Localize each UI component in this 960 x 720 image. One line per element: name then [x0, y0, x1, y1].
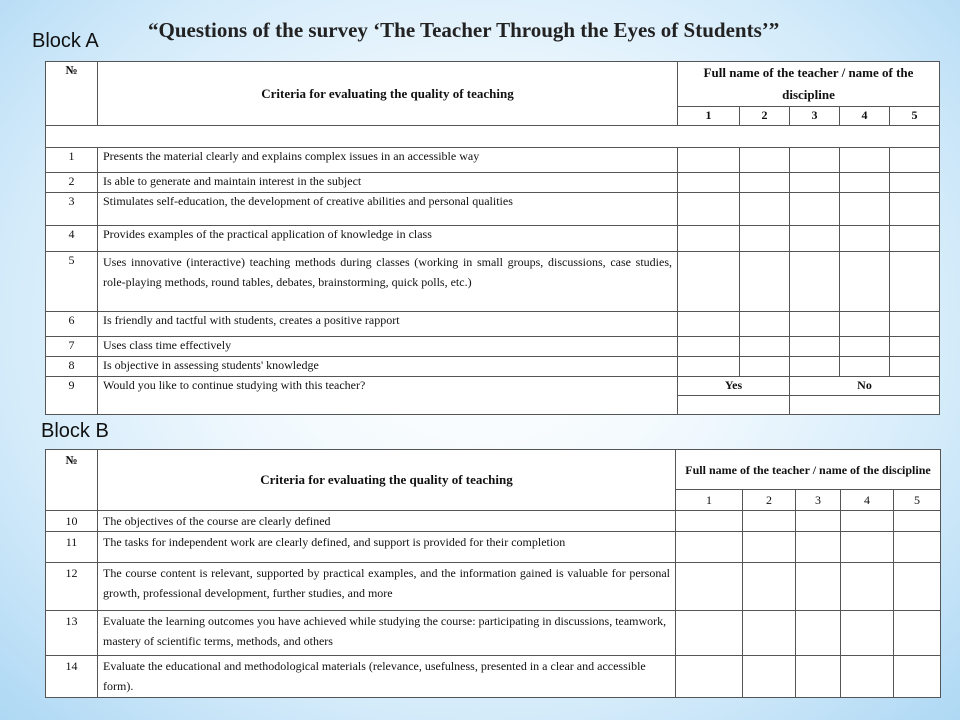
- header-number: №: [46, 450, 98, 511]
- score-cell[interactable]: [676, 611, 743, 656]
- row-criterion: Stimulates self-education, the development of creative abilities and personal qualities: [98, 193, 678, 226]
- score-cell[interactable]: [894, 511, 941, 532]
- score-cell[interactable]: [740, 226, 790, 252]
- row-criterion: Is friendly and tactful with students, creates a positive rapport: [98, 312, 678, 337]
- score-cell[interactable]: [743, 532, 796, 563]
- score-cell[interactable]: [740, 252, 790, 312]
- row-number: 9: [46, 377, 98, 415]
- score-cell[interactable]: [678, 193, 740, 226]
- survey-title: “Questions of the survey ‘The Teacher Through the Eyes of Students’”: [148, 18, 780, 42]
- table-header-row: [46, 62, 940, 107]
- row-number: 4: [46, 226, 98, 252]
- score-cell[interactable]: [890, 357, 940, 377]
- score-cell[interactable]: [678, 312, 740, 337]
- score-header-2: 2: [740, 107, 790, 126]
- table-row: [46, 226, 940, 252]
- row-number: 6: [46, 312, 98, 337]
- row-criterion: Would you like to continue studying with this teacher?: [98, 377, 678, 415]
- header-teacher: Full name of the teacher / name of the discipline: [676, 450, 941, 490]
- score-cell[interactable]: [790, 252, 840, 312]
- score-cell[interactable]: [790, 312, 840, 337]
- row-criterion: The objectives of the course are clearly defined: [98, 511, 676, 532]
- score-header-4: 4: [840, 107, 890, 126]
- score-cell[interactable]: [790, 173, 840, 193]
- row-criterion: The tasks for independent work are clearly defined, and support is provided for their completion: [98, 532, 676, 563]
- score-cell[interactable]: [840, 226, 890, 252]
- row-number: 12: [46, 563, 98, 611]
- score-cell[interactable]: [678, 173, 740, 193]
- block-b-label: Block B: [41, 420, 109, 442]
- score-cell[interactable]: [894, 563, 941, 611]
- score-cell[interactable]: [678, 357, 740, 377]
- score-cell[interactable]: [840, 312, 890, 337]
- block-a-table: [45, 61, 940, 415]
- row-criterion: Is objective in assessing students' knowledge: [98, 357, 678, 377]
- spacer-cell: [46, 126, 940, 148]
- score-cell[interactable]: [841, 563, 894, 611]
- score-cell[interactable]: [678, 252, 740, 312]
- row-number: 1: [46, 148, 98, 173]
- header-number: №: [46, 62, 98, 126]
- table-row: [46, 611, 941, 656]
- score-header-5: 5: [894, 490, 941, 511]
- score-cell[interactable]: [890, 173, 940, 193]
- no-answer-cell[interactable]: [790, 396, 940, 415]
- score-cell[interactable]: [840, 357, 890, 377]
- score-cell[interactable]: [678, 337, 740, 357]
- row-criterion: Evaluate the learning outcomes you have achieved while studying the course: participating in discussions, teamwork, mastery of scientific terms, methods, and others: [98, 611, 676, 656]
- score-cell[interactable]: [890, 312, 940, 337]
- table-row: [46, 656, 941, 698]
- score-cell[interactable]: [796, 511, 841, 532]
- table-row: [46, 563, 941, 611]
- score-cell[interactable]: [790, 357, 840, 377]
- score-cell[interactable]: [740, 312, 790, 337]
- score-header-1: 1: [676, 490, 743, 511]
- score-header-3: 3: [796, 490, 841, 511]
- score-header-5: 5: [890, 107, 940, 126]
- table-row: [46, 148, 940, 173]
- row-number: 13: [46, 611, 98, 656]
- score-cell[interactable]: [840, 337, 890, 357]
- score-cell[interactable]: [740, 193, 790, 226]
- score-cell[interactable]: [890, 337, 940, 357]
- score-cell[interactable]: [790, 337, 840, 357]
- score-cell[interactable]: [676, 532, 743, 563]
- header-criteria: Criteria for evaluating the quality of teaching: [98, 62, 678, 126]
- score-cell[interactable]: [740, 337, 790, 357]
- score-cell[interactable]: [743, 563, 796, 611]
- row-criterion: Provides examples of the practical application of knowledge in class: [98, 226, 678, 252]
- score-cell[interactable]: [743, 656, 796, 698]
- spacer-row: [46, 126, 940, 148]
- score-cell[interactable]: [790, 148, 840, 173]
- score-cell[interactable]: [890, 193, 940, 226]
- score-cell[interactable]: [890, 148, 940, 173]
- table-row: [46, 511, 941, 532]
- score-cell[interactable]: [796, 656, 841, 698]
- score-cell[interactable]: [740, 148, 790, 173]
- score-header-2: 2: [743, 490, 796, 511]
- score-cell[interactable]: [890, 252, 940, 312]
- yes-answer-cell[interactable]: [678, 396, 790, 415]
- row-number: 11: [46, 532, 98, 563]
- score-cell[interactable]: [740, 173, 790, 193]
- row-number: 7: [46, 337, 98, 357]
- row-criterion: Is able to generate and maintain interest in the subject: [98, 173, 678, 193]
- score-header-1: 1: [678, 107, 740, 126]
- row-criterion: Uses class time effectively: [98, 337, 678, 357]
- score-cell[interactable]: [841, 532, 894, 563]
- score-cell[interactable]: [790, 226, 840, 252]
- score-cell[interactable]: [840, 148, 890, 173]
- score-header-3: 3: [790, 107, 840, 126]
- row-criterion: The course content is relevant, supported by practical examples, and the information gained is valuable for personal growth, professional development, further studies, and more: [98, 563, 676, 611]
- score-cell[interactable]: [740, 357, 790, 377]
- header-teacher: Full name of the teacher / name of the discipline: [678, 62, 940, 107]
- row-criterion: Evaluate the educational and methodological materials (relevance, usefulness, presented in a clear and accessible form).: [98, 656, 676, 698]
- score-cell[interactable]: [841, 511, 894, 532]
- score-cell[interactable]: [840, 252, 890, 312]
- no-header: No: [790, 377, 940, 396]
- score-cell[interactable]: [743, 611, 796, 656]
- score-cell[interactable]: [894, 611, 941, 656]
- header-criteria: Criteria for evaluating the quality of teaching: [98, 450, 676, 511]
- yes-header: Yes: [678, 377, 790, 396]
- table-row: [46, 312, 940, 337]
- score-header-4: 4: [841, 490, 894, 511]
- score-cell[interactable]: [796, 611, 841, 656]
- score-cell[interactable]: [894, 656, 941, 698]
- row-number: 2: [46, 173, 98, 193]
- row-number: 5: [46, 252, 98, 312]
- score-cell[interactable]: [678, 148, 740, 173]
- table-row: [46, 173, 940, 193]
- table-row: [46, 377, 940, 396]
- score-cell[interactable]: [890, 226, 940, 252]
- table-header-row: [46, 450, 941, 490]
- score-cell[interactable]: [840, 173, 890, 193]
- score-cell[interactable]: [676, 511, 743, 532]
- block-a-label: Block A: [32, 30, 99, 52]
- table-row: [46, 252, 940, 312]
- score-cell[interactable]: [841, 656, 894, 698]
- row-number: 14: [46, 656, 98, 698]
- score-cell[interactable]: [676, 563, 743, 611]
- score-cell[interactable]: [796, 532, 841, 563]
- table-row: [46, 337, 940, 357]
- score-cell[interactable]: [678, 226, 740, 252]
- score-cell[interactable]: [743, 511, 796, 532]
- table-row: [46, 532, 941, 563]
- table-row: [46, 193, 940, 226]
- row-criterion: Presents the material clearly and explains complex issues in an accessible way: [98, 148, 678, 173]
- block-b-table: [45, 449, 941, 698]
- score-cell[interactable]: [840, 193, 890, 226]
- score-cell[interactable]: [841, 611, 894, 656]
- row-number: 8: [46, 357, 98, 377]
- row-number: 10: [46, 511, 98, 532]
- score-cell[interactable]: [676, 656, 743, 698]
- row-criterion: Uses innovative (interactive) teaching methods during classes (working in small groups, discussions, case studies, role-playing methods, round tables, debates, brainstorming, quick polls, etc.): [98, 252, 678, 312]
- table-row: [46, 357, 940, 377]
- score-cell[interactable]: [894, 532, 941, 563]
- score-cell[interactable]: [790, 193, 840, 226]
- score-cell[interactable]: [796, 563, 841, 611]
- row-number: 3: [46, 193, 98, 226]
